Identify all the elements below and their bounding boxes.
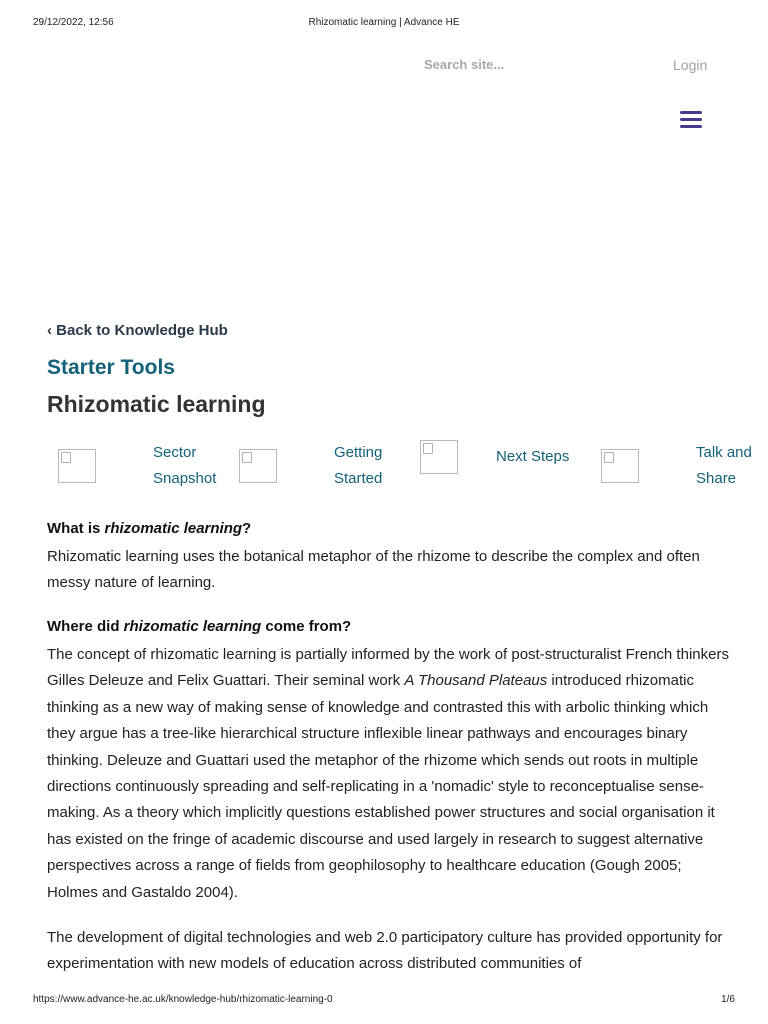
broken-image-icon <box>58 449 96 483</box>
print-url: https://www.advance-he.ac.uk/knowledge-hub/rhizomatic-learning-0 <box>33 994 333 1005</box>
tab-label: Sector Snapshot <box>153 444 217 487</box>
back-to-knowledge-hub-link[interactable]: ‹ Back to Knowledge Hub <box>47 322 228 339</box>
login-link[interactable]: Login <box>673 57 708 73</box>
tab-label: Next Steps <box>496 448 570 465</box>
tab-next-steps[interactable] <box>420 440 586 474</box>
broken-image-icon <box>239 449 277 483</box>
broken-image-icon <box>420 440 458 474</box>
question-heading <box>47 618 351 635</box>
heading-emphasis: rhizomatic learning <box>123 618 262 635</box>
print-title: Rhizomatic learning | Advance HE <box>308 17 460 28</box>
tab-sector-snapshot[interactable] <box>58 440 233 492</box>
paragraph <box>47 642 733 906</box>
hamburger-menu-icon[interactable] <box>680 111 702 129</box>
paragraph: Rhizomatic learning uses the botanical metaphor of the rhizome to describe the complex and often messy nature of learning. <box>47 548 700 592</box>
search-input[interactable] <box>416 54 632 74</box>
heading-text: ? <box>242 520 252 537</box>
paragraph: The development of digital technologies and web 2.0 participatory culture has provided opportunity for experimentation with new models of education across distributed communities of <box>47 929 723 973</box>
book-title: A Thousand Plateaus <box>404 672 548 690</box>
heading-emphasis: rhizomatic learning <box>104 520 243 537</box>
print-date: 29/12/2022, 12:56 <box>33 17 114 28</box>
tab-label: Talk and Share <box>696 444 752 487</box>
page-title: Rhizomatic learning <box>47 391 266 417</box>
heading-text: come from? <box>261 618 352 635</box>
broken-image-icon <box>601 449 639 483</box>
print-page-number: 1/6 <box>721 994 735 1005</box>
question-heading <box>47 520 251 537</box>
heading-text: What is <box>47 520 105 537</box>
tab-talk-and-share[interactable] <box>601 440 752 492</box>
paragraph-text: The concept of rhizomatic learning is partially informed by the work of post-structuralist French thinkers Gilles Deleuze and Felix Guattari. Their seminal work <box>47 646 729 690</box>
section-label: Starter Tools <box>47 356 175 379</box>
heading-text: Where did <box>47 618 124 635</box>
tab-getting-started[interactable] <box>239 440 414 492</box>
paragraph-text: introduced rhizomatic thinking as a new way of making sense of knowledge and contrasted this with arbolic thinking which they argue has a tree-like hierarchical structure inflexible linear pathways and encourages binary thinking. Deleuze and Guattari used the metaphor of the rhizome which sends out roots in multiple directions continuously spreading and self-replicating in a 'nomadic' style to reconceptualise sense-making. As a theory which implicitly questions established power structures and social organisation it has existed on the fringe of academic discourse and used largely in research to suggest alternative perspectives across a range of fields from geophilosophy to healthcare education (Gough 2005; Holmes and Gastaldo 2004). <box>47 672 715 901</box>
tab-label: Getting Started <box>334 444 383 487</box>
